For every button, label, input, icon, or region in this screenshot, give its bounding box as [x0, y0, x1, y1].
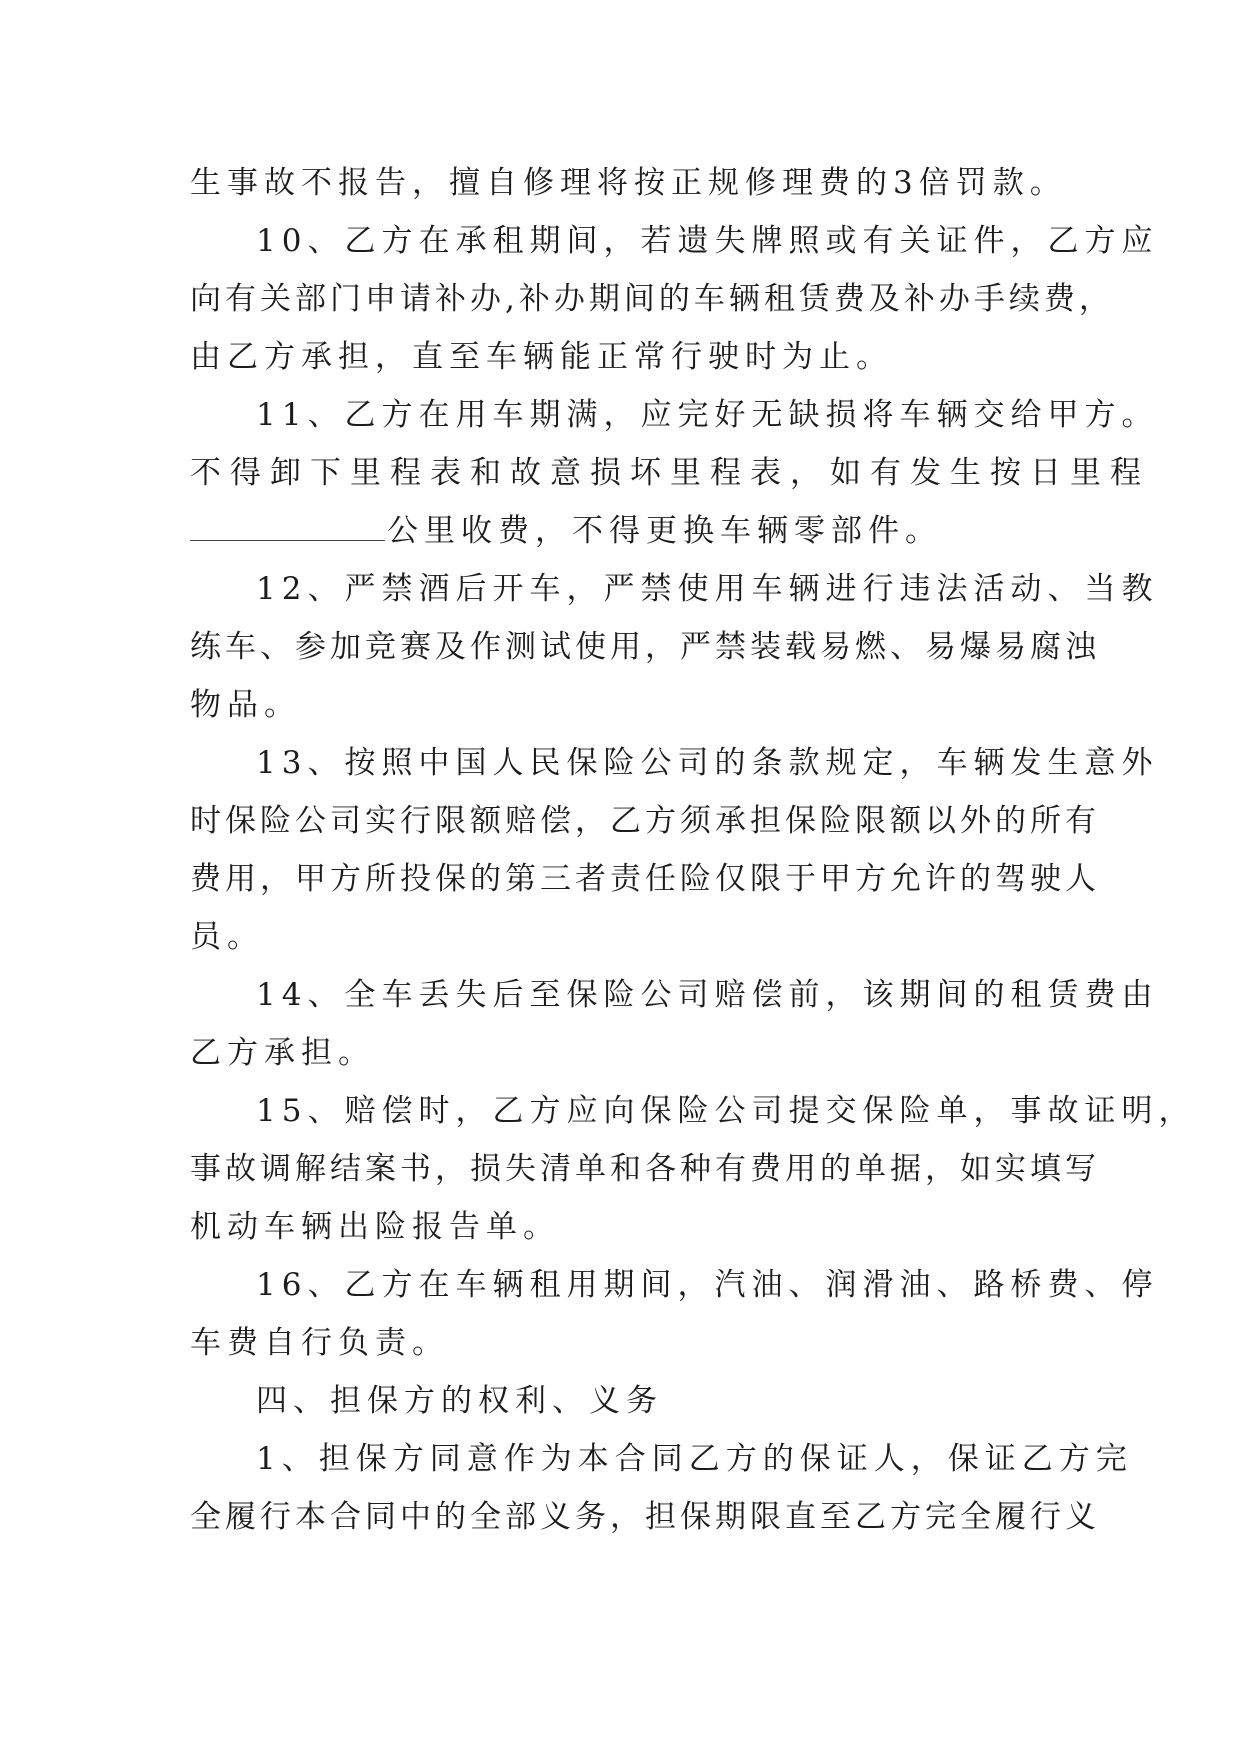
text-line: 1、担保方同意作为本合同乙方的保证人，保证乙方完 [256, 1441, 1133, 1477]
text-line: 11、乙方在用车期满，应完好无缺损将车辆交给甲方。 [256, 397, 1159, 433]
text-line-with-blank [190, 502, 942, 560]
text-line: 时保险公司实行限额赔偿，乙方须承担保险限额以外的所有 [190, 803, 1100, 839]
text-line: 练车、参加竞赛及作测试使用，严禁装载易燃、易爆易腐浊 [190, 629, 1100, 665]
text-line: 15、赔偿时，乙方应向保险公司提交保险单，事故证明， [256, 1093, 1196, 1129]
text-line: 14、全车丢失后至保险公司赔偿前，该期间的租赁费由 [256, 977, 1159, 1013]
text-line: 向有关部门申请补办,补办期间的车辆租赁费及补办手续费， [190, 281, 1114, 317]
text-line: 员。 [190, 919, 264, 955]
fill-in-blank [190, 504, 385, 541]
text-line: 不得卸下里程表和故意损坏里程表，如有发生按日里程 [190, 455, 1150, 491]
text-line: 物品。 [190, 687, 301, 723]
text-line: 生事故不报告，擅自修理将按正规修理费的3倍罚款。 [190, 165, 1067, 201]
text-line: 乙方承担。 [190, 1035, 375, 1071]
blank-line-text: 公里收费，不得更换车辆零部件。 [387, 513, 942, 549]
text-line: 费用，甲方所投保的第三者责任险仅限于甲方允许的驾驶人 [190, 861, 1100, 897]
text-line: 机动车辆出险报告单。 [190, 1209, 560, 1245]
text-line: 车费自行负责。 [190, 1325, 449, 1361]
text-line: 事故调解结案书，损失清单和各种有费用的单据，如实填写 [190, 1151, 1100, 1187]
section-heading: 四、担保方的权利、义务 [256, 1383, 663, 1419]
text-line: 10、乙方在承租期间，若遗失牌照或有关证件，乙方应 [256, 223, 1159, 259]
text-line: 由乙方承担，直至车辆能正常行驶时为止。 [190, 339, 893, 375]
text-line: 16、乙方在车辆租用期间，汽油、润滑油、路桥费、停 [256, 1267, 1159, 1303]
text-line: 13、按照中国人民保险公司的条款规定，车辆发生意外 [256, 745, 1159, 781]
text-line: 12、严禁酒后开车，严禁使用车辆进行违法活动、当教 [256, 571, 1159, 607]
text-line: 全履行本合同中的全部义务，担保期限直至乙方完全履行义 [190, 1499, 1100, 1535]
